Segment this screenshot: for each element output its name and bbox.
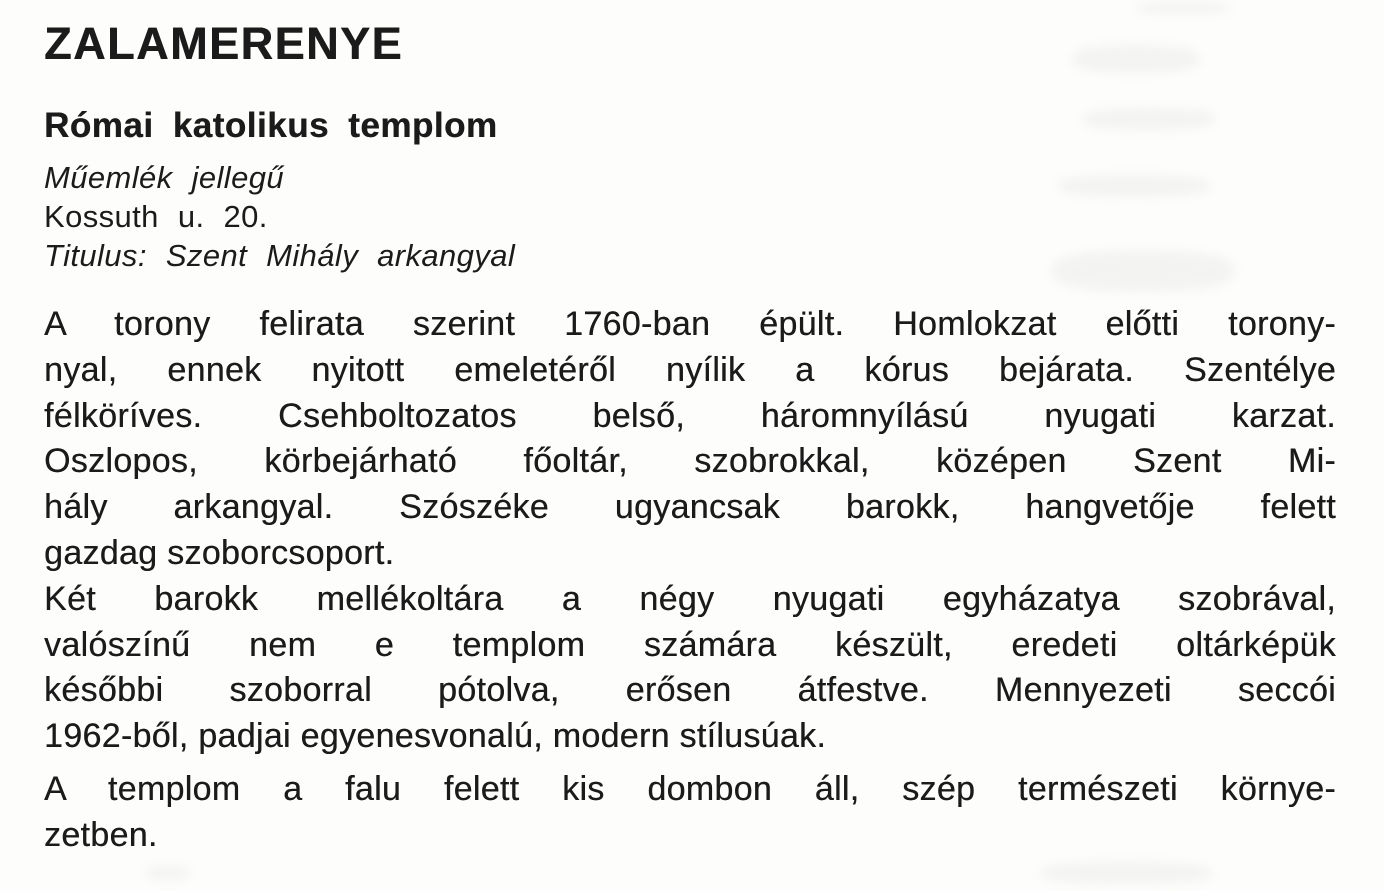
bleed-through-artifact	[1135, 2, 1230, 14]
street-address: Kossuth u. 20.	[44, 199, 268, 234]
text-line: későbbi szoborral pótolva, erősen átfestve. Mennyezeti seccói	[44, 671, 1336, 710]
text-line: A templom a falu felett kis dombon áll, szép természeti környe-	[44, 769, 1336, 808]
protection-status: Műemlék jellegű	[44, 160, 284, 195]
text-line: gazdag szoborcsoport.	[44, 533, 395, 572]
text-line: 1962-ből, padjai egyenesvonalú, modern stílusúak.	[44, 717, 827, 756]
bleed-through-artifact	[1052, 250, 1234, 292]
bleed-through-artifact	[146, 866, 190, 880]
text-line: zetben.	[44, 815, 158, 854]
paragraph-3	[44, 767, 1336, 859]
text-line: nyal, ennek nyitott emeletéről nyílik a kórus bejárata. Szentélye	[44, 350, 1336, 389]
text-line: Két barokk mellékoltára a négy nyugati egyházatya szobrával,	[44, 579, 1336, 618]
bleed-through-artifact	[1072, 45, 1200, 73]
locality-title: ZALAMERENYE	[44, 18, 404, 69]
bleed-through-artifact	[1058, 175, 1210, 197]
text-line: félköríves. Csehboltozatos belső, háromnyílású nyugati karzat.	[44, 396, 1336, 435]
bleed-through-artifact	[1083, 108, 1215, 130]
paragraph-2	[44, 577, 1336, 760]
text-line: A torony felirata szerint 1760-ban épült. Homlokzat előtti torony-	[44, 305, 1336, 343]
description-text	[44, 302, 1336, 859]
text-line: hály arkangyal. Szószéke ugyancsak barokk, hangvetője felett	[44, 488, 1336, 527]
text-line: Oszlopos, körbejárható főoltár, szobrokkal, középen Szent Mi-	[44, 442, 1336, 481]
bleed-through-artifact	[1040, 862, 1212, 884]
monument-name-heading: Római katolikus templom	[44, 106, 498, 145]
text-line: valószínű nem e templom számára készült, eredeti oltárképük	[44, 625, 1336, 664]
titulus-line: Titulus: Szent Mihály arkangyal	[44, 238, 516, 273]
paragraph-1	[44, 302, 1336, 577]
